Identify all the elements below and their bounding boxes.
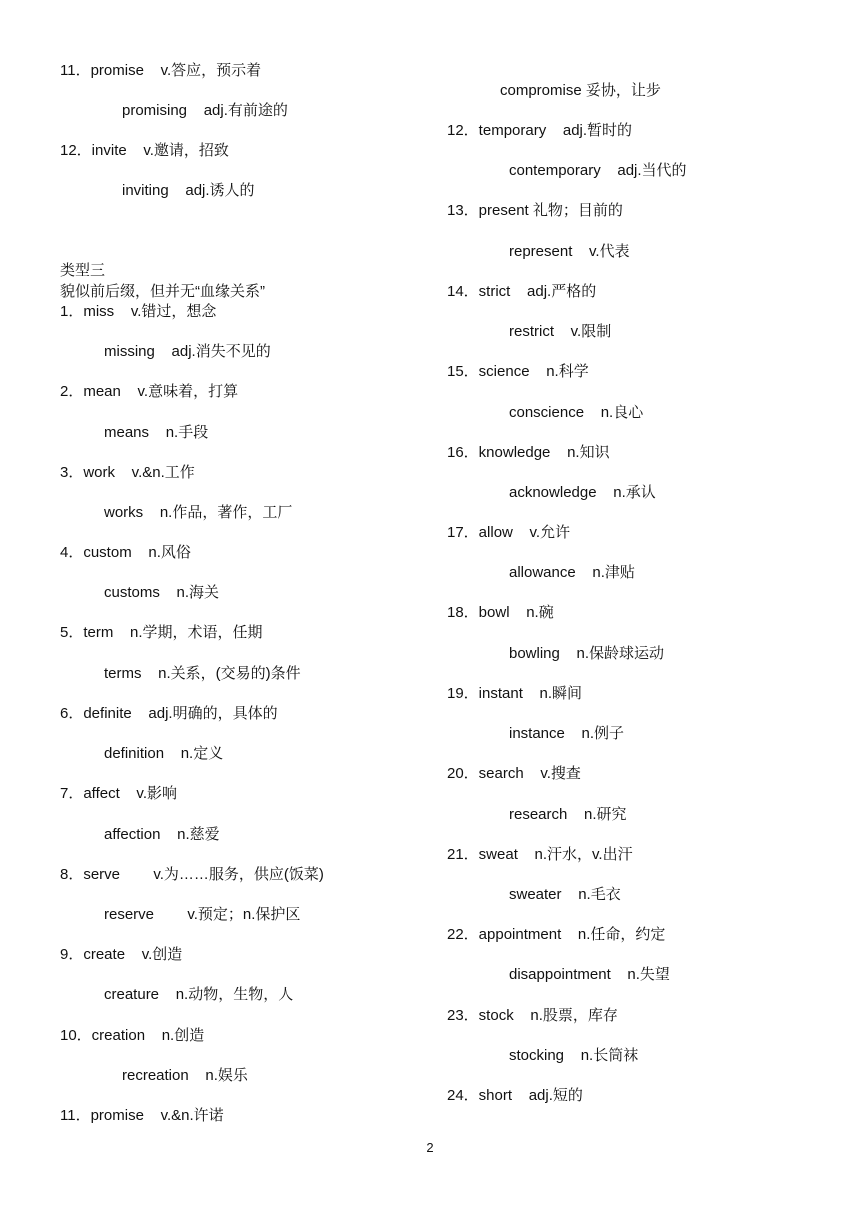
section-heading: 类型三 <box>60 262 106 279</box>
entry-line: 15．science n.科学 <box>447 363 589 380</box>
entry-line: missing adj.消失不见的 <box>104 343 271 360</box>
entry-line: 5．term n.学期，术语，任期 <box>60 624 263 641</box>
entry-line: 3．work v.&n.工作 <box>60 464 195 481</box>
entry-line: research n.研究 <box>509 806 627 823</box>
entry-line: 22．appointment n.任命，约定 <box>447 926 666 943</box>
entry-line: 14．strict adj.严格的 <box>447 283 597 300</box>
entry-line: contemporary adj.当代的 <box>509 162 687 179</box>
entry-line: conscience n.良心 <box>509 404 644 421</box>
entry-line: 13．present 礼物；目前的 <box>447 202 623 219</box>
section-subheading: 貌似前后缀，但并无“血缘关系” <box>60 283 265 300</box>
entry-line: inviting adj.诱人的 <box>122 182 255 199</box>
entry-line: works n.作品，著作，工厂 <box>104 504 293 521</box>
entry-line: represent v.代表 <box>509 243 630 260</box>
entry-line: 17．allow v.允许 <box>447 524 571 541</box>
entry-line: 4．custom n.风俗 <box>60 544 191 561</box>
entry-line: 23．stock n.股票，库存 <box>447 1007 618 1024</box>
page-number: 2 <box>426 1140 434 1155</box>
entry-line: reserve v.预定；n.保护区 <box>104 906 301 923</box>
entry-line: creature n.动物，生物，人 <box>104 986 294 1003</box>
entry-line: 2．mean v.意味着，打算 <box>60 383 239 400</box>
entry-line: 10．creation n.创造 <box>60 1027 205 1044</box>
entry-line: restrict v.限制 <box>509 323 612 340</box>
entry-line: 8．serve v.为……服务，供应(饭菜) <box>60 866 324 883</box>
entry-line: 7．affect v.影响 <box>60 785 177 802</box>
entry-line: 6．definite adj.明确的，具体的 <box>60 705 278 722</box>
entry-line: 11．promise v.&n.许诺 <box>60 1107 224 1124</box>
entry-line: 19．instant n.瞬间 <box>447 685 583 702</box>
entry-line: 24．short adj.短的 <box>447 1087 583 1104</box>
entry-line: instance n.例子 <box>509 725 625 742</box>
entry-line: terms n.关系，(交易的)条件 <box>104 665 301 682</box>
entry-line: means n.手段 <box>104 424 209 441</box>
entry-line: customs n.海关 <box>104 584 220 601</box>
entry-line: definition n.定义 <box>104 745 224 762</box>
entry-line: promising adj.有前途的 <box>122 102 288 119</box>
entry-line: 11．promise v.答应，预示着 <box>60 62 262 79</box>
entry-line: 16．knowledge n.知识 <box>447 444 610 461</box>
entry-line: recreation n.娱乐 <box>122 1067 248 1084</box>
entry-line: compromise 妥协，让步 <box>500 82 661 99</box>
entry-line: 12．invite v.邀请，招致 <box>60 142 229 159</box>
entry-line: affection n.慈爱 <box>104 826 220 843</box>
entry-line: 12．temporary adj.暂时的 <box>447 122 633 139</box>
entry-line: stocking n.长筒袜 <box>509 1047 639 1064</box>
entry-line: 18．bowl n.碗 <box>447 604 554 621</box>
entry-line: disappointment n.失望 <box>509 966 670 983</box>
entry-line: acknowledge n.承认 <box>509 484 656 501</box>
entry-line: 20．search v.搜查 <box>447 765 581 782</box>
entry-line: sweater n.毛衣 <box>509 886 621 903</box>
entry-line: 1．miss v.错过，想念 <box>60 303 217 320</box>
entry-line: 9．create v.创造 <box>60 946 183 963</box>
entry-line: 21．sweat n.汗水，v.出汗 <box>447 846 633 863</box>
entry-line: bowling n.保龄球运动 <box>509 645 665 662</box>
entry-line: allowance n.津贴 <box>509 564 635 581</box>
